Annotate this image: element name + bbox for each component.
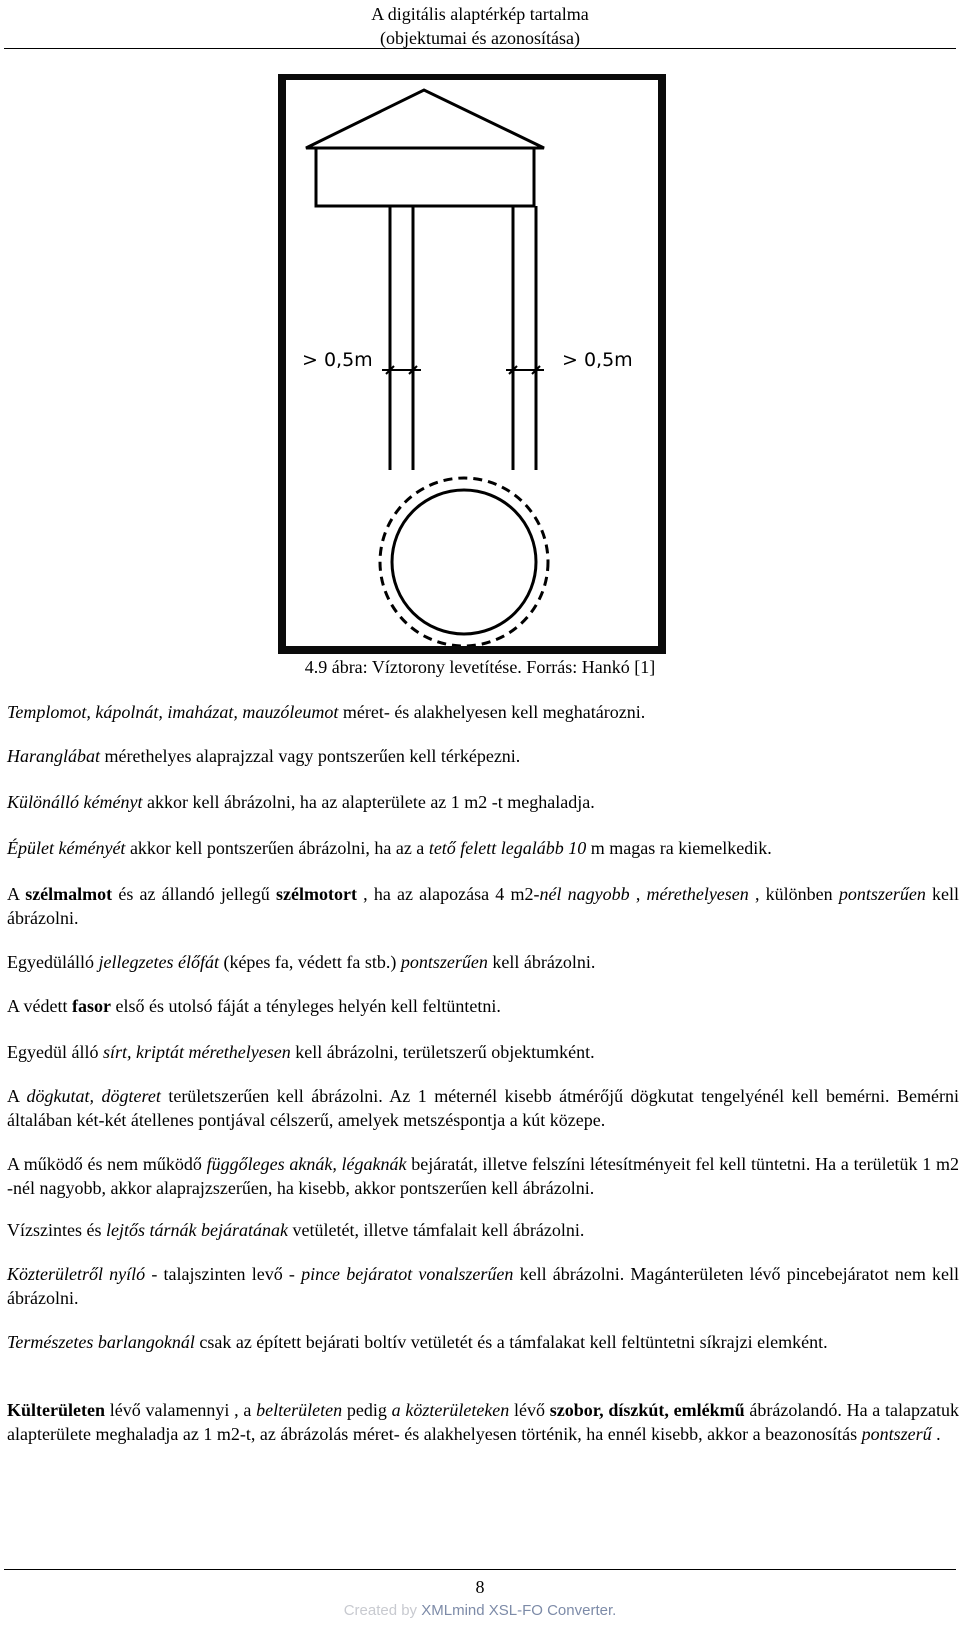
text: Egyedülálló [7, 952, 99, 972]
paragraph-harangláb [7, 744, 959, 768]
paragraph-tarnak [7, 1218, 959, 1242]
term: mérethelyesen [646, 884, 749, 904]
text: csak az épített bejárati boltív vetületét és a támfalakat kell feltüntetni síkrajzi elemként. [194, 1332, 828, 1352]
paragraph-epulet-kemeny [7, 836, 959, 860]
text: , [629, 884, 647, 904]
generator-credit [0, 1601, 960, 1621]
text: kell ábrázolni, területszerű objektumként. [290, 1042, 595, 1062]
term: jellegzetes élőfát [98, 952, 219, 972]
text: akkor kell pontszerűen ábrázolni, ha az a [125, 838, 429, 858]
term: pontszerűen [838, 884, 926, 904]
text: területszerűen kell ábrázolni. Az 1 méternél kisebb átmérőjű dögkutat tengelyénél kell bemérni. Bemérni általában két-két átellenes pontjával célszerű, amelyek metszéspontja a kút közepe. [7, 1086, 959, 1130]
text: , ha az alapozása 4 m2- [356, 884, 540, 904]
text: Vízszintes és [7, 1220, 106, 1240]
paragraph-szelmalom [7, 882, 959, 930]
term: függőleges aknák, légaknák [206, 1154, 407, 1174]
dimension-label-right: > 0,5m [562, 349, 633, 371]
paragraph-barlang [7, 1330, 959, 1354]
term: a közterületeken [391, 1400, 510, 1420]
paragraph-elofa [7, 950, 959, 974]
term: sírt, kriptát mérethelyesen [102, 1042, 291, 1062]
figure-caption: 4.9 ábra: Víztorony levetítése. Forrás: Hankó [1] [304, 657, 656, 677]
text: lévő valamennyi , a [104, 1400, 257, 1420]
term: dögkutat, dögteret [26, 1086, 161, 1106]
text: . [931, 1424, 941, 1444]
term: belterületen [256, 1400, 343, 1420]
term: nél nagyobb [539, 884, 630, 904]
term: lejtős tárnák bejáratának [105, 1220, 288, 1240]
text: méret- és alakhelyesen kell meghatározni. [338, 702, 646, 722]
text: Egyedül álló [7, 1042, 103, 1062]
text: kell ábrázolni. [7, 884, 959, 928]
paragraph-sir [7, 1040, 959, 1064]
text: mérethelyes alaprajzzal vagy pontszerűen kell térképezni. [100, 746, 521, 766]
text: és az állandó jellegű [112, 884, 276, 904]
term: szobor, díszkút, emlékmű [549, 1400, 745, 1420]
page-number: 8 [475, 1577, 485, 1597]
text: A védett [7, 996, 72, 1016]
text: A [7, 884, 26, 904]
text: A [7, 1086, 27, 1106]
text: ábrázolandó. Ha a talapzatuk alapterülete meghaladja az 1 m2-t, az ábrázolás méret- és alakhelyesen történik, ha ennél kisebb, akkor a beazonosítás [7, 1400, 960, 1444]
term: pontszerűen [400, 952, 488, 972]
paragraph-kemeny [7, 790, 959, 814]
text: - talajszinten levő - [145, 1264, 302, 1284]
text: (képes fa, védett fa stb.) [218, 952, 401, 972]
term: fasor [72, 996, 111, 1016]
term: pontszerű [861, 1424, 932, 1444]
term: Közterületről nyíló [7, 1264, 146, 1284]
text: m magas ra kiemelkedik. [586, 838, 772, 858]
water-tower-figure [278, 74, 666, 654]
term: szélmotort [276, 884, 357, 904]
term: Természetes barlangoknál [7, 1332, 195, 1352]
credit-tool: XMLmind XSL-FO Converter. [421, 1602, 617, 1619]
credit-prefix: Created by [343, 1602, 422, 1619]
paragraph-fasor [7, 994, 959, 1018]
text: pedig [342, 1400, 392, 1420]
header-title: A digitális alaptérkép tartalma [371, 4, 589, 24]
text: , különben [748, 884, 839, 904]
footer-divider [4, 1569, 956, 1570]
text: első és utolsó fáját a tényleges helyén kell feltüntetni. [111, 996, 501, 1016]
text: vetületét, illetve támfalait kell ábrázolni. [287, 1220, 585, 1240]
text: A működő és nem működő [7, 1154, 207, 1174]
term: Épület kéményét [7, 838, 126, 858]
term: Külterületen [7, 1400, 105, 1420]
text: kell ábrázolni. Magánterületen lévő pincebejáratot nem kell ábrázolni. [7, 1264, 959, 1308]
term: tető felett legalább 10 [428, 838, 587, 858]
term: Haranglábat [7, 746, 101, 766]
paragraph-szobor [7, 1398, 959, 1446]
water-tower-drawing [286, 80, 658, 646]
paragraph-aknak [7, 1152, 959, 1200]
paragraph-dogkut [7, 1084, 959, 1132]
paragraph-templomot [7, 700, 959, 724]
text: kell ábrázolni. [487, 952, 596, 972]
paragraph-pince [7, 1262, 959, 1310]
term: Különálló kéményt [7, 792, 143, 812]
page-header [0, 0, 960, 50]
dimension-label-left: > 0,5m [302, 349, 373, 371]
text: bejáratát, illetve felszíni létesítményeit fel kell tüntetni. Ha a területük 1 m2 -nél nagyobb, akkor alaprajzszerűen, ha kisebb, akkor pontszerűen kell ábrázolni. [7, 1154, 960, 1198]
header-divider [4, 48, 956, 49]
text: lévő [509, 1400, 550, 1420]
header-subtitle: (objektumai és azonosítása) [380, 28, 580, 48]
text: akkor kell ábrázolni, ha az alapterülete az 1 m2 -t meghaladja. [142, 792, 595, 812]
term: Templomot, kápolnát, imaházat, mauzóleumot [7, 702, 339, 722]
term: pince bejáratot vonalszerűen [301, 1264, 514, 1284]
term: szélmalmot [25, 884, 113, 904]
